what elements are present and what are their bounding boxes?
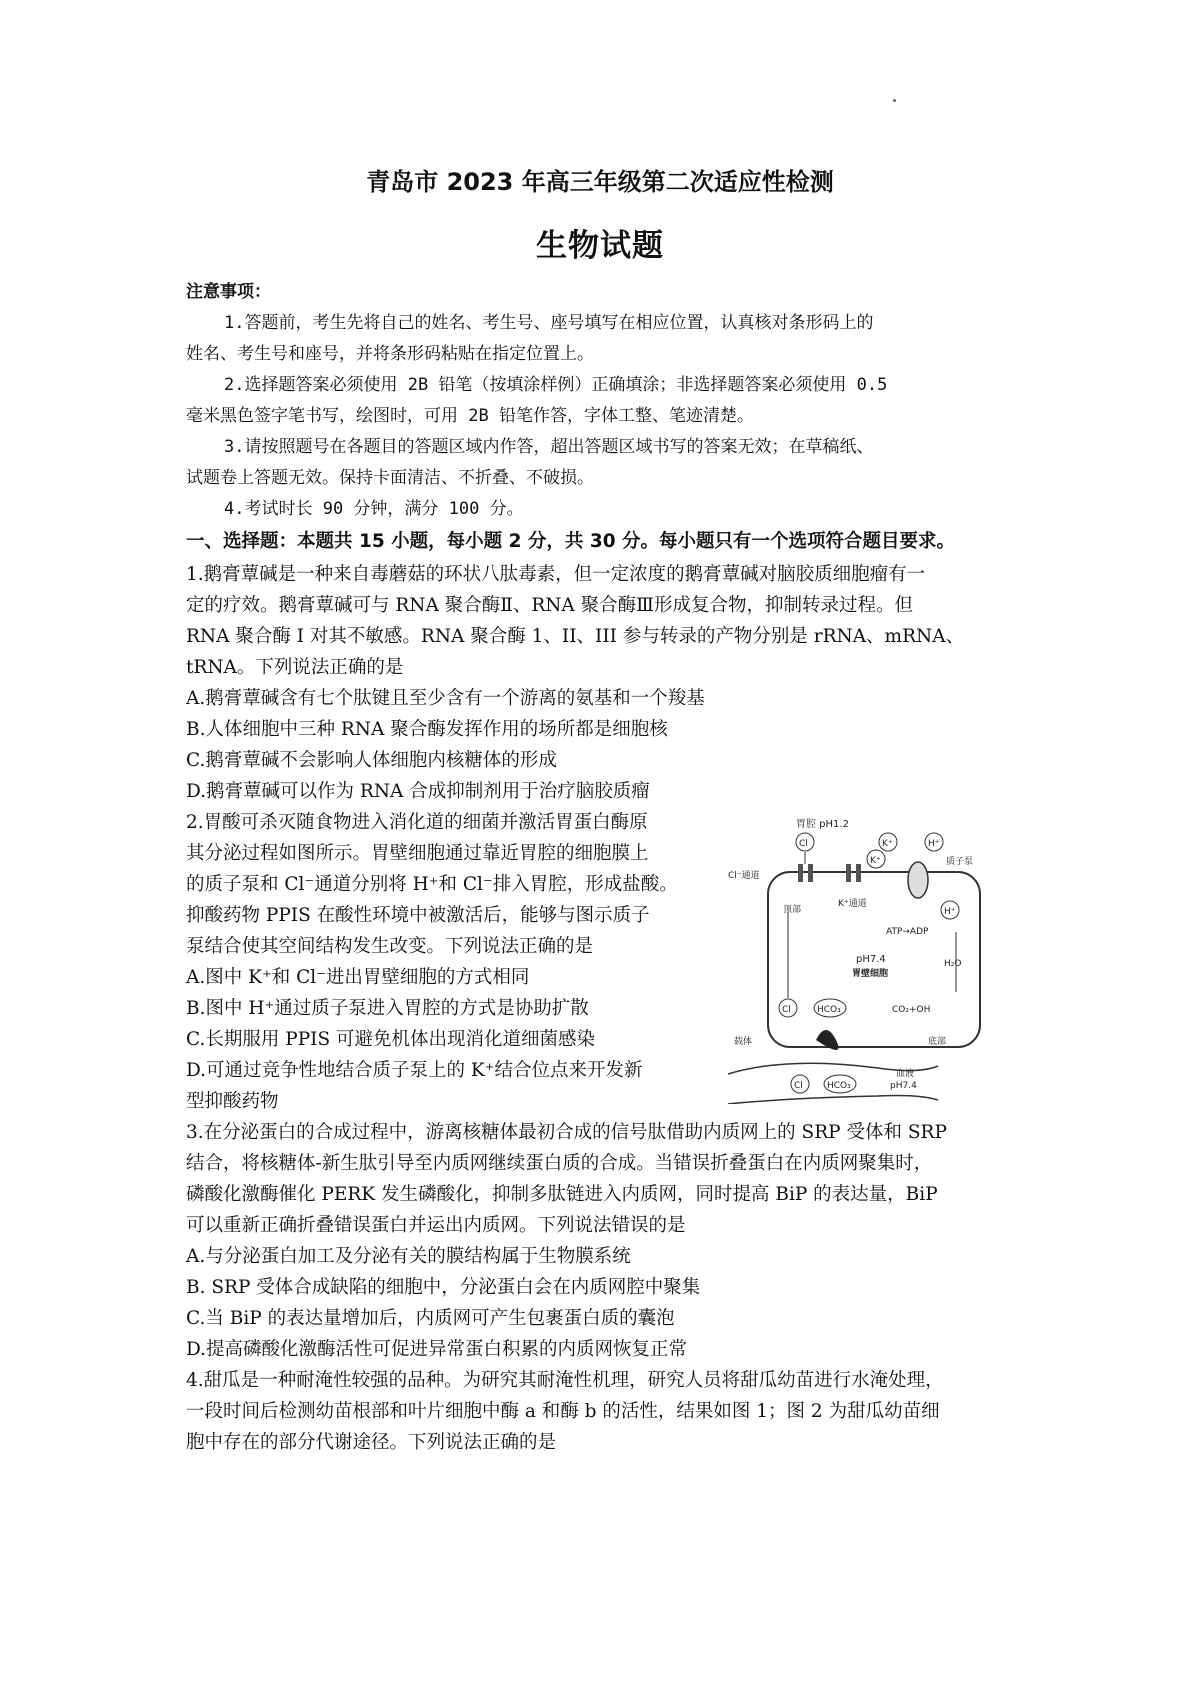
cl-channel-right	[808, 864, 813, 882]
note-line: 试题卷上答题无效。保持卡面清洁、不折叠、不破损。	[186, 468, 594, 488]
parietal-cell-diagram	[728, 812, 1020, 1104]
q3-stem-line: 磷酸化激酶催化 PERK 发生磷酸化，抑制多肽链进入内质网，同时提高 BiP 的表达量，BiP	[186, 1184, 938, 1205]
ion-cl-label-2: Cl	[782, 1005, 791, 1015]
cell-name-label: 胃壁细胞	[852, 969, 889, 979]
apical-label: 顶部	[783, 905, 802, 915]
q2-stem-line: 2.胃酸可杀灭随食物进入消化道的细菌并激活胃蛋白酶原	[186, 812, 648, 833]
notes-heading: 注意事项：	[186, 282, 271, 302]
ion-h-label-2: H⁺	[944, 907, 956, 917]
q1-stem-line: 1.鹅膏蕈碱是一种来自毒蘑菇的环状八肽毒素，但一定浓度的鹅膏蕈碱对脑胶质细胞瘤有一	[186, 564, 926, 585]
note-line: 3.请按照题号在各题目的答题区域内作答，超出答题区域书写的答案无效；在草稿纸、	[224, 437, 874, 457]
q1-option-d: D.鹅膏蕈碱可以作为 RNA 合成抑制剂用于治疗脑胶质瘤	[186, 781, 650, 802]
basal-label: 底部	[928, 1037, 947, 1047]
water-label: H₂O	[944, 959, 962, 969]
q3-option-d: D.提高磷酸化激酶活性可促进异常蛋白积累的内质网恢复正常	[186, 1339, 688, 1360]
note-line: 4.考试时长 90 分钟，满分 100 分。	[224, 499, 524, 519]
q2-stem-line: 泵结合使其空间结构发生改变。下列说法正确的是	[186, 936, 594, 957]
q1-option-a: A.鹅膏蕈碱含有七个肽键且至少含有一个游离的氨基和一个羧基	[186, 688, 705, 709]
ion-cl-label: Cl	[799, 839, 808, 849]
q1-option-c: C.鹅膏蕈碱不会影响人体细胞内核糖体的形成	[186, 750, 557, 771]
q2-stem-line: 其分泌过程如图所示。胃壁细胞通过靠近胃腔的细胞膜上	[186, 843, 649, 864]
k-channel-label: K⁺通道	[838, 899, 867, 909]
ion-hco3-label: HCO₃	[817, 1005, 841, 1015]
q3-stem-line: 结合，将核糖体-新生肽引导至内质网继续蛋白质的合成。当错误折叠蛋白在内质网聚集时，	[186, 1153, 933, 1174]
blood-label: 血液	[896, 1069, 915, 1079]
ion-h-label: H⁺	[928, 839, 940, 849]
q1-option-b: B.人体细胞中三种 RNA 聚合酶发挥作用的场所都是细胞核	[186, 719, 668, 740]
q4-stem-line: 4.甜瓜是一种耐淹性较强的品种。为研究其耐淹性机理，研究人员将甜瓜幼苗进行水淹处理，	[186, 1370, 944, 1391]
ion-k-label: K⁺	[882, 839, 893, 849]
carrier-label: 载体	[734, 1037, 753, 1047]
q1-stem-line: RNA 聚合酶 I 对其不敏感。RNA 聚合酶 1、II、III 参与转录的产物分别是 rRNA、mRNA、	[186, 626, 965, 647]
q2-stem-line: 的质子泵和 Cl⁻通道分别将 H⁺和 Cl⁻排入胃腔，形成盐酸。	[186, 874, 678, 895]
k-channel-left	[846, 864, 851, 882]
q3-option-b: B. SRP 受体合成缺陷的细胞中，分泌蛋白会在内质网腔中聚集	[186, 1277, 701, 1298]
q4-stem-line: 胞中存在的部分代谢途径。下列说法正确的是	[186, 1432, 557, 1453]
cl-channel-label: Cl⁻通道	[728, 871, 760, 881]
blood-ph-label: pH7.4	[890, 1081, 917, 1091]
note-line: 1.答题前，考生先将自己的姓名、考生号、座号填写在相应位置，认真核对条形码上的	[224, 313, 874, 333]
note-line: 毫米黑色签字笔书写，绘图时，可用 2B 铅笔作答，字体工整、笔迹清楚。	[186, 406, 754, 426]
q4-stem-line: 一段时间后检测幼苗根部和叶片细胞中酶 a 和酶 b 的活性，结果如图 1；图 2 为甜瓜幼苗细	[186, 1401, 940, 1422]
ion-k-label-2: K⁺	[870, 856, 881, 866]
q3-stem-line: 可以重新正确折叠错误蛋白并运出内质网。下列说法错误的是	[186, 1215, 686, 1236]
q2-option-d-cont: 型抑酸药物	[186, 1091, 279, 1112]
stomach-lumen-label: 胃腔 pH1.2	[796, 819, 849, 830]
q3-option-c: C.当 BiP 的表达量增加后，内质网可产生包裹蛋白质的囊泡	[186, 1308, 675, 1329]
q3-stem-line: 3.在分泌蛋白的合成过程中，游离核糖体最初合成的信号肽借助内质网上的 SRP 受体和 SRP	[186, 1122, 947, 1143]
note-line: 2.选择题答案必须使用 2B 铅笔（按填涂样例）正确填涂；非选择题答案必须使用 0.5	[224, 375, 888, 395]
exam-subject: 生物试题	[536, 228, 664, 264]
proton-pump-label: 质子泵	[946, 857, 974, 867]
ion-hco3-label-2: HCO₃	[827, 1081, 851, 1091]
section-heading: 一、选择题：本题共 15 小题，每小题 2 分，共 30 分。每小题只有一个选项符合题目要求。	[186, 531, 956, 552]
q3-option-a: A.与分泌蛋白加工及分泌有关的膜结构属于生物膜系统	[186, 1246, 631, 1267]
cell-ph-label: pH7.4	[856, 954, 886, 965]
ion-cl-label-3: Cl	[794, 1081, 803, 1091]
q1-stem-line: 定的疗效。鹅膏蕈碱可与 RNA 聚合酶Ⅱ、RNA 聚合酶Ⅲ形成复合物，抑制转录过程。但	[186, 595, 914, 616]
q1-stem-line: tRNA。下列说法正确的是	[186, 657, 404, 678]
note-line: 姓名、考生号和座号，并将条形码粘贴在指定位置上。	[186, 344, 594, 364]
k-channel-right	[856, 864, 861, 882]
q2-option-b: B.图中 H⁺通过质子泵进入胃腔的方式是协助扩散	[186, 998, 589, 1019]
q2-option-c: C.长期服用 PPIS 可避免机体出现消化道细菌感染	[186, 1029, 596, 1050]
co2-label: CO₂+OH	[892, 1005, 931, 1015]
atp-label: ATP→ADP	[886, 927, 929, 937]
cl-channel-left	[798, 864, 803, 882]
exam-title: 青岛市 2023 年高三年级第二次适应性检测	[366, 168, 834, 196]
q2-option-a: A.图中 K⁺和 Cl⁻进出胃壁细胞的方式相同	[186, 967, 530, 988]
q2-stem-line: 抑酸药物 PPIS 在酸性环境中被激活后，能够与图示质子	[186, 905, 650, 926]
q2-option-d: D.可通过竞争性地结合质子泵上的 K⁺结合位点来开发新	[186, 1060, 643, 1081]
scan-speck	[893, 99, 896, 102]
proton-pump-shape	[908, 862, 928, 898]
